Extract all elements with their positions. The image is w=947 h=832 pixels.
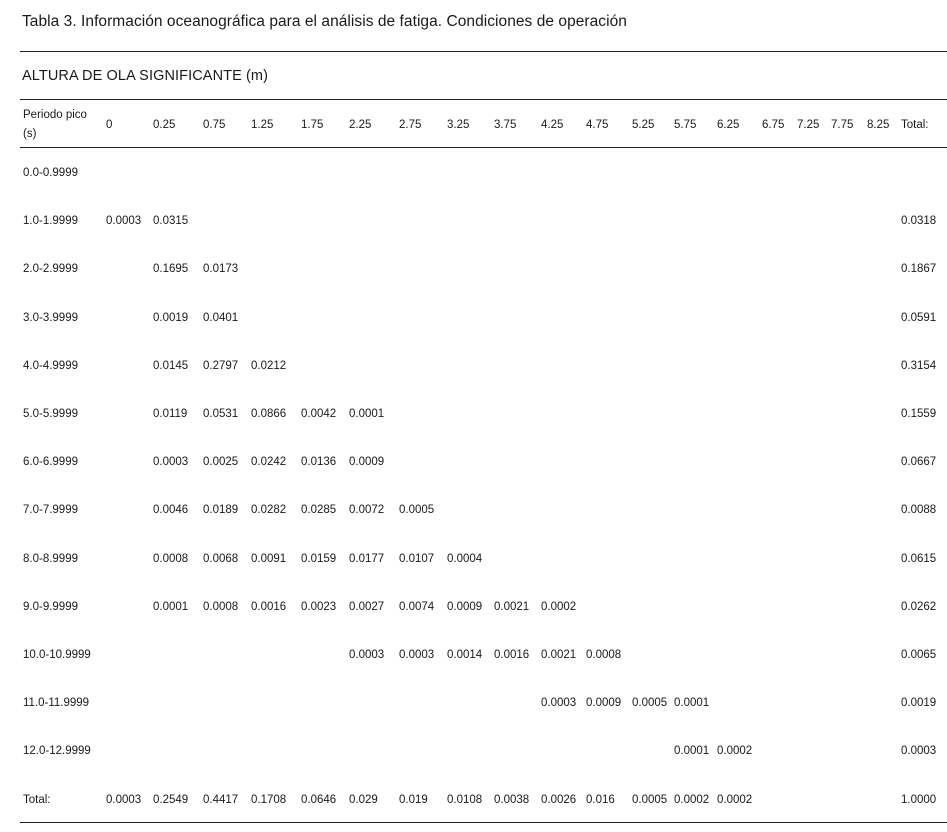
column-header: 0.25 [153,119,176,131]
table-cell: 0.0212 [251,360,287,372]
row-label: 3.0-3.9999 [23,312,78,324]
column-header: 6.25 [717,119,740,131]
table-cell: 0.0189 [203,504,239,516]
table-cell: 0.0003 [153,456,189,468]
table-cell: 0.0315 [153,215,189,227]
row-total-cell: 0.1867 [901,263,937,275]
row-label: 1.0-1.9999 [23,215,78,227]
table-cell: 0.0005 [399,504,435,516]
table-cell: 0.0008 [586,649,622,661]
row-label: 2.0-2.9999 [23,263,78,275]
table-cell: 0.0003 [106,794,142,806]
column-header: 2.75 [399,119,422,131]
table-cell: 0.0021 [494,601,530,613]
row-label: 9.0-9.9999 [23,601,78,613]
row-label: 12.0-12.9999 [23,745,91,757]
table-cell: 0.0002 [717,745,753,757]
row-label: 7.0-7.9999 [23,504,78,516]
table-cell: 0.0004 [447,553,483,565]
table-cell: 0.1695 [153,263,189,275]
row-label: 5.0-5.9999 [23,408,78,420]
table-cell: 0.0001 [349,408,385,420]
bottom-rule [20,822,947,823]
column-header: 3.25 [447,119,470,131]
column-header: 8.25 [867,119,890,131]
row-header-label: Periodo pico (s) [23,109,87,140]
row-total-cell: 0.0019 [901,697,937,709]
table-cell: 0.0646 [301,794,337,806]
top-rule [20,51,947,52]
row-total-cell: 0.0088 [901,504,937,516]
table-cell: 0.0074 [399,601,435,613]
table-cell: 0.0026 [541,794,577,806]
table-cell: 0.0021 [541,649,577,661]
row-total-cell: 1.0000 [901,794,937,806]
row-total-cell: 0.0591 [901,312,937,324]
table-cell: 0.0282 [251,504,287,516]
column-header: 4.25 [541,119,564,131]
row-total-cell: 0.1559 [901,408,937,420]
table-cell: 0.0285 [301,504,337,516]
column-header: 3.75 [494,119,517,131]
column-header: Total: [901,119,929,131]
table-cell: 0.0003 [399,649,435,661]
row-label: 10.0-10.9999 [23,649,91,661]
table-cell: 0.0003 [106,215,142,227]
table-cell: 0.0072 [349,504,385,516]
table-cell: 0.0009 [447,601,483,613]
column-header: 1.75 [301,119,324,131]
table-cell: 0.0159 [301,553,337,565]
table-cell: 0.0008 [153,553,189,565]
table-cell: 0.0027 [349,601,385,613]
table-caption: Tabla 3. Información oceanográfica para el análisis de fatiga. Condiciones de operación [22,13,627,30]
table-cell: 0.0005 [632,794,668,806]
row-total-cell: 0.0003 [901,745,937,757]
table-cell: 0.2549 [153,794,189,806]
row-total-cell: 0.0667 [901,456,937,468]
row-total-cell: 0.0318 [901,215,937,227]
column-header: 7.75 [831,119,854,131]
table-cell: 0.0005 [632,697,668,709]
table-subheading: ALTURA DE OLA SIGNIFICANTE (m) [22,68,269,84]
table-cell: 0.0025 [203,456,239,468]
table-cell: 0.0038 [494,794,530,806]
table-cell: 0.0001 [674,697,710,709]
table-cell: 0.0002 [674,794,710,806]
table-cell: 0.1708 [251,794,287,806]
row-label: 8.0-8.9999 [23,553,78,565]
column-header: 6.75 [762,119,785,131]
table-cell: 0.0145 [153,360,189,372]
row-total-cell: 0.0262 [901,601,937,613]
row-total-cell: 0.0065 [901,649,937,661]
table-cell: 0.0016 [494,649,530,661]
table-cell: 0.0068 [203,553,239,565]
table-cell: 0.0001 [153,601,189,613]
table-cell: 0.0001 [674,745,710,757]
table-cell: 0.0019 [153,312,189,324]
table-cell: 0.016 [586,794,615,806]
table-cell: 0.0042 [301,408,337,420]
table-cell: 0.0008 [203,601,239,613]
column-header: 4.75 [586,119,609,131]
subheading-rule [20,99,947,100]
table-cell: 0.0091 [251,553,287,565]
table-cell: 0.0016 [251,601,287,613]
column-header: 7.25 [797,119,820,131]
column-header: 1.25 [251,119,274,131]
table-cell: 0.0014 [447,649,483,661]
header-rule [20,147,947,148]
table-cell: 0.0002 [717,794,753,806]
table-cell: 0.0002 [541,601,577,613]
column-header: 0.75 [203,119,226,131]
column-header: 2.25 [349,119,372,131]
table-cell: 0.0003 [349,649,385,661]
row-label: 0.0-0.9999 [23,167,78,179]
table-cell: 0.0108 [447,794,483,806]
row-total-cell: 0.3154 [901,360,937,372]
table-cell: 0.0136 [301,456,337,468]
table-cell: 0.0009 [349,456,385,468]
row-label: 11.0-11.9999 [23,697,90,709]
table-cell: 0.0173 [203,263,239,275]
row-label: 4.0-4.9999 [23,360,78,372]
table-cell: 0.2797 [203,360,239,372]
column-header: 0 [106,119,113,131]
table-cell: 0.0119 [153,408,188,420]
column-header: 5.75 [674,119,697,131]
column-header: 5.25 [632,119,655,131]
table-cell: 0.0177 [349,553,385,565]
table-cell: 0.0003 [541,697,577,709]
table-cell: 0.0023 [301,601,337,613]
row-total-cell: 0.0615 [901,553,937,565]
table-cell: 0.019 [399,794,428,806]
table-cell: 0.0046 [153,504,189,516]
row-label: Total: [23,794,51,806]
table-cell: 0.4417 [203,794,239,806]
row-label: 6.0-6.9999 [23,456,78,468]
table-cell: 0.0866 [251,408,287,420]
table-cell: 0.0531 [203,408,239,420]
table-cell: 0.0107 [399,553,435,565]
table-cell: 0.029 [349,794,378,806]
table-cell: 0.0242 [251,456,287,468]
table-cell: 0.0009 [586,697,622,709]
table-cell: 0.0401 [203,312,239,324]
